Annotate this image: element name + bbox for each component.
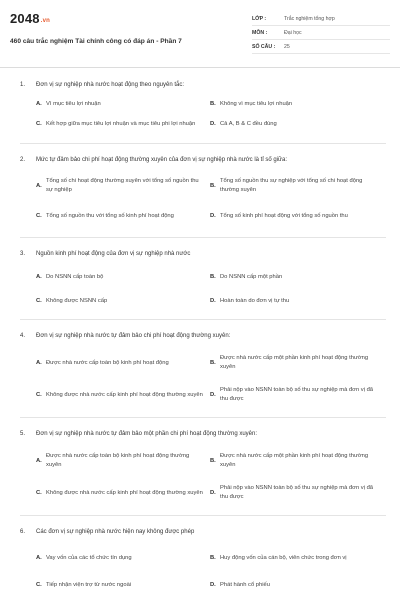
option-b[interactable] (210, 347, 384, 379)
question-number: 6. (20, 529, 26, 535)
option-d[interactable] (210, 477, 384, 509)
option-letter: B. (210, 359, 216, 366)
question-text (20, 156, 386, 165)
question-2 (20, 144, 386, 238)
question-stem: Nguồn kinh phí hoạt động của đơn vị sự nghiệp nhà nước (36, 251, 191, 257)
option-text: Kết hợp giữa mục tiêu lợi nhuận và mục tiêu phi lợi nhuận (46, 120, 196, 127)
question-stem: Mức tự đảm bảo chi phí hoạt động thường xuyên của đơn vị sự nghiệp nhà nước là tỉ số giữa: (36, 157, 288, 163)
option-a[interactable] (36, 96, 210, 112)
answer-options (20, 445, 386, 509)
option-b[interactable] (210, 96, 384, 112)
option-b[interactable] (210, 171, 384, 201)
question-stem: Đơn vị sự nghiệp nhà nước tự đảm bảo một phần chi phí hoạt động thường xuyên: (36, 431, 258, 437)
option-text: Hoàn toàn do đơn vị tự thu (220, 297, 290, 304)
question-list (0, 68, 400, 600)
option-d[interactable] (210, 112, 384, 136)
meta-row-count (252, 40, 390, 54)
answer-options (20, 171, 386, 231)
option-letter: B. (210, 457, 216, 464)
option-d[interactable] (210, 201, 384, 231)
option-letter: A. (36, 100, 42, 107)
option-letter: D. (210, 297, 216, 304)
option-a[interactable] (36, 543, 210, 573)
question-text (20, 332, 386, 341)
question-text (20, 81, 386, 90)
question-5 (20, 418, 386, 516)
answer-options (20, 265, 386, 313)
question-stem: Các đơn vị sự nghiệp nhà nước hiện nay không được phép (36, 529, 195, 535)
option-letter: C. (36, 391, 42, 398)
question-number: 1. (20, 82, 26, 88)
page-header (0, 0, 400, 68)
option-c[interactable] (36, 201, 210, 231)
question-number: 5. (20, 431, 26, 437)
option-text: Cả A, B & C đều đúng (220, 120, 277, 127)
option-text: Được nhà nước cấp toàn bộ kinh phí hoạt động thường xuyên (46, 453, 190, 468)
option-letter: C. (36, 212, 42, 219)
option-text: Tổng số nguồn thu với tổng số kinh phí hoạt động (46, 212, 174, 219)
option-text: Được nhà nước cấp một phần kinh phí hoạt động thường xuyên (220, 453, 369, 468)
option-text: Do NSNN cấp một phần (220, 273, 283, 280)
question-number: 2. (20, 157, 26, 163)
option-letter: A. (36, 359, 42, 366)
option-text: Vì mục tiêu lợi nhuận (46, 100, 101, 107)
option-text: Phát hành cổ phiếu (220, 581, 270, 588)
option-letter: B. (210, 273, 216, 280)
meta-value: Đại học (284, 29, 302, 36)
meta-value: Trắc nghiệm tổng hợp (284, 15, 335, 22)
option-a[interactable] (36, 171, 210, 201)
option-text: Không vì mục tiêu lợi nhuận (220, 100, 293, 107)
option-text: Huy động vốn của cán bộ, viên chức trong đơn vị (220, 554, 347, 561)
option-text: Tổng số nguồn thu sự nghiệp với tổng số chi hoạt động thường xuyên (220, 178, 363, 193)
answer-options (20, 96, 386, 136)
option-text: Không được nhà nước cấp kinh phí hoạt động thường xuyên (46, 489, 203, 496)
option-letter: A. (36, 273, 42, 280)
option-b[interactable] (210, 543, 384, 573)
question-stem: Đơn vị sự nghiệp nhà nước hoạt động theo nguyên tắc: (36, 82, 184, 88)
option-text: Phải nộp vào NSNN toàn bộ số thu sự nghiệp mà đơn vị đã thu được (220, 485, 374, 500)
question-number: 4. (20, 333, 26, 339)
option-letter: C. (36, 489, 42, 496)
meta-key: SỐ CÂU : (252, 43, 276, 50)
option-letter: B. (210, 100, 216, 107)
answer-options (20, 347, 386, 411)
option-d[interactable] (210, 573, 384, 597)
meta-key: LỚP : (252, 15, 267, 22)
option-text: Được nhà nước cấp một phần kinh phí hoạt động thường xuyên (220, 355, 369, 370)
question-1 (20, 68, 386, 144)
document-meta (252, 12, 390, 54)
option-text: Tiếp nhận viện trợ từ nước ngoài (46, 581, 132, 588)
option-d[interactable] (210, 289, 384, 313)
option-c[interactable] (36, 573, 210, 597)
option-letter: A. (36, 182, 42, 189)
option-letter: B. (210, 182, 216, 189)
logo-suffix: .vn (40, 18, 51, 24)
option-letter: D. (210, 581, 216, 588)
question-text (20, 250, 386, 259)
document-title: 460 câu trắc nghiệm Tài chính công có đáp án - Phần 7 (10, 38, 182, 45)
option-text: Vay vốn của các tổ chức tín dụng (46, 554, 132, 561)
meta-row-subject (252, 26, 390, 40)
option-letter: D. (210, 212, 216, 219)
question-4 (20, 320, 386, 418)
option-letter: A. (36, 457, 42, 464)
option-text: Tổng số kinh phí hoạt động với tổng số nguồn thu (220, 212, 348, 219)
option-a[interactable] (36, 445, 210, 477)
option-text: Không được NSNN cấp (46, 297, 108, 304)
option-letter: D. (210, 391, 216, 398)
question-text (20, 528, 386, 537)
option-text: Được nhà nước cấp toàn bộ kinh phí hoạt động (46, 359, 169, 366)
option-text: Phải nộp vào NSNN toàn bộ số thu sự nghiệp mà đơn vị đã thu được (220, 387, 374, 402)
option-b[interactable] (210, 265, 384, 289)
question-6 (20, 516, 386, 600)
answer-options (20, 543, 386, 597)
option-a[interactable] (36, 347, 210, 379)
option-letter: C. (36, 297, 42, 304)
option-a[interactable] (36, 265, 210, 289)
option-c[interactable] (36, 112, 210, 136)
meta-value: 25 (284, 43, 290, 50)
option-c[interactable] (36, 289, 210, 313)
question-stem: Đơn vị sự nghiệp nhà nước tự đảm bảo chi phí hoạt động thường xuyên: (36, 333, 231, 339)
logo-main: 2048 (10, 11, 40, 26)
meta-row-class (252, 12, 390, 26)
option-d[interactable] (210, 379, 384, 411)
option-text: Không được nhà nước cấp kinh phí hoạt động thường xuyên (46, 391, 203, 398)
question-number: 3. (20, 251, 26, 257)
meta-key: MÔN : (252, 29, 268, 36)
option-letter: D. (210, 120, 216, 127)
question-3 (20, 238, 386, 320)
option-letter: C. (36, 581, 42, 588)
option-b[interactable] (210, 445, 384, 477)
question-text (20, 430, 386, 439)
option-text: Tổng số chi hoạt động thường xuyên với tổng số nguồn thu sự nghiệp (46, 178, 199, 193)
option-c[interactable] (36, 379, 210, 411)
option-letter: C. (36, 120, 42, 127)
option-letter: A. (36, 554, 42, 561)
option-letter: D. (210, 489, 216, 496)
option-text: Do NSNN cấp toàn bộ (46, 273, 104, 280)
option-c[interactable] (36, 477, 210, 509)
option-letter: B. (210, 554, 216, 561)
